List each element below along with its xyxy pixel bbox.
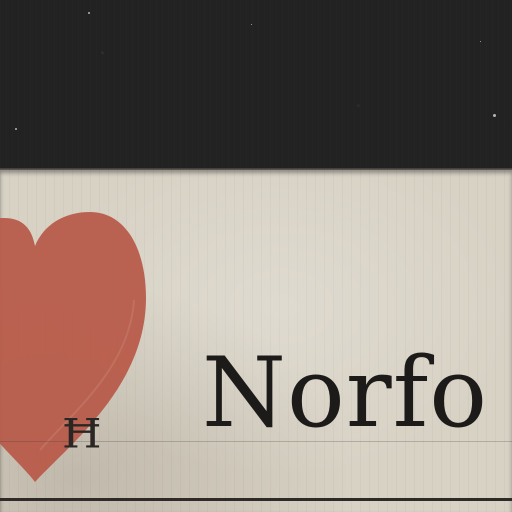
card-corner-mark: ꟸ: [62, 404, 102, 488]
card-bottom-rule: [0, 498, 512, 501]
dark-background: [0, 0, 512, 176]
dust-speck: [15, 128, 17, 130]
dust-speck: [480, 41, 481, 42]
dust-speck: [251, 24, 252, 25]
dust-speck: [88, 12, 90, 14]
card-label-text: Norfo: [202, 337, 489, 449]
dust-speck: [493, 114, 496, 117]
